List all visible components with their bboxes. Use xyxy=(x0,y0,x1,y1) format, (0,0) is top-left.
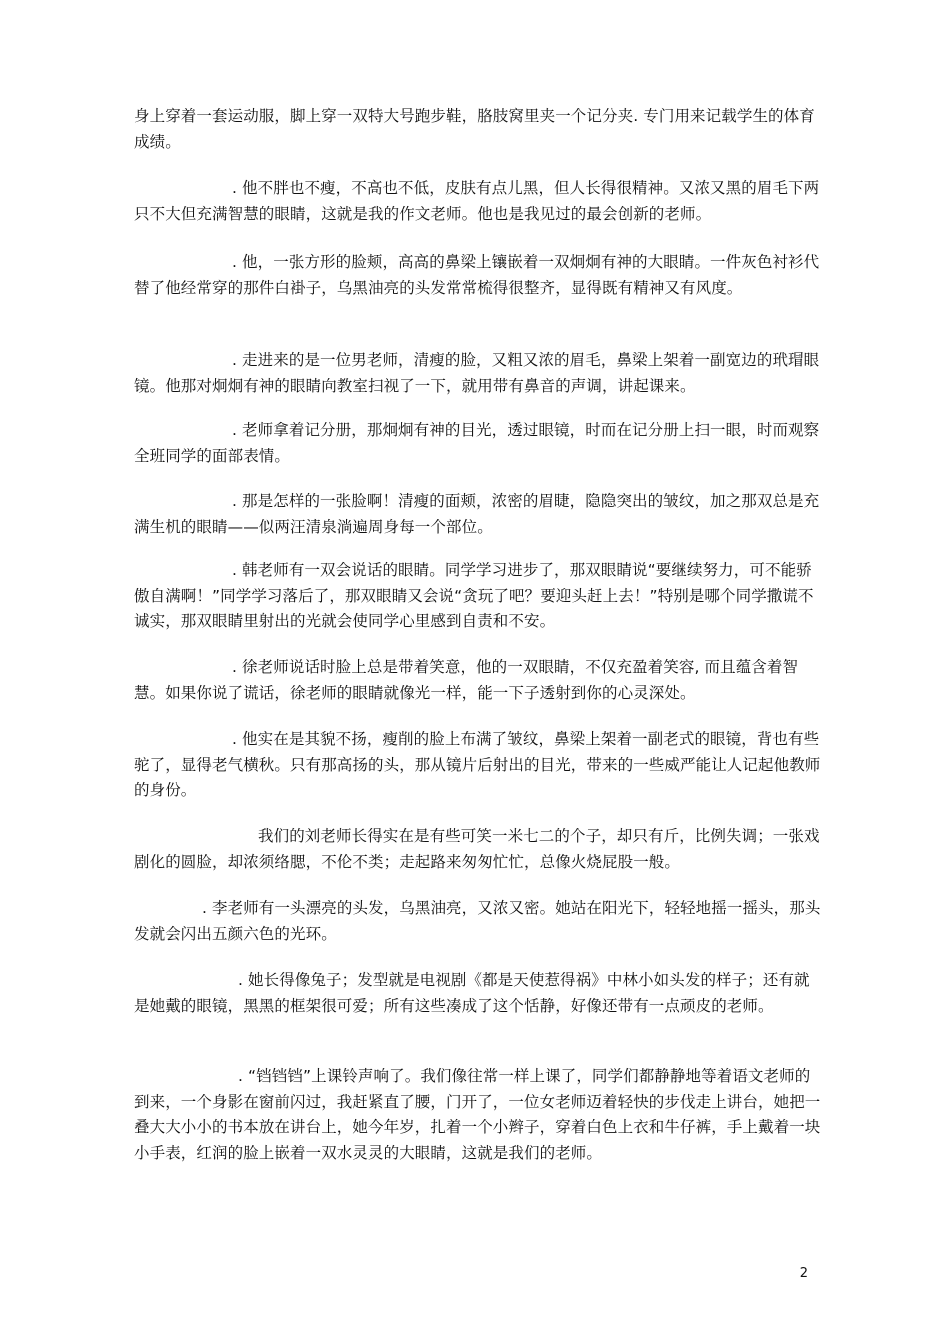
paragraph-4: . 走进来的是一位男老师，清瘦的脸，又粗又浓的眉毛，鼻梁上架着一副宽边的玳瑁眼镜。他那对炯炯有神的眼睛向教室扫视了一下，就用带有鼻音的声调，讲起课来。 xyxy=(134,351,820,395)
page-number: 2 xyxy=(799,1266,808,1281)
paragraph-11: . 李老师有一头漂亮的头发，乌黑油亮，又浓又密。她站在阳光下，轻轻地摇一摇头，那头发就会闪出五颜六色的光环。 xyxy=(134,899,821,943)
paragraph-2: . 他不胖也不瘦，不高也不低，皮肤有点儿黑，但人长得很精神。又浓又黑的眉毛下两只不大但充满智慧的眼睛，这就是我的作文老师。他也是我见过的最会创新的老师。 xyxy=(134,179,820,223)
paragraph-9: . 他实在是其貌不扬，瘦削的脸上布满了皱纹，鼻梁上架着一副老式的眼镜，背也有些驼了，显得老气横秋。只有那高扬的头，那从镜片后射出的目光，带来的一些威严能让人记起他教师的身份。 xyxy=(134,730,821,799)
paragraph-1: 身上穿着一套运动服，脚上穿一双特大号跑步鞋，胳肢窝里夹一个记分夹. 专门用来记载学生的体育成绩。 xyxy=(134,107,815,151)
paragraph-5: . 老师拿着记分册，那炯炯有神的目光，透过眼镜，时而在记分册上扫一眼，时而观察全班同学的面部表情。 xyxy=(134,421,820,465)
paragraph-3: . 他，一张方形的脸颊，高高的鼻梁上镶嵌着一双炯炯有神的大眼睛。一件灰色衬衫代替了他经常穿的那件白褂子，乌黑油亮的头发常常梳得很整齐，显得既有精神又有风度。 xyxy=(134,253,820,297)
paragraph-12: . 她长得像兔子；发型就是电视剧《都是天使惹得祸》中林小如头发的样子；还有就是她戴的眼镜，黑黑的框架很可爱；所有这些凑成了这个恬静，好像还带有一点顽皮的老师。 xyxy=(134,971,810,1015)
paragraph-10: 我们的刘老师长得实在是有些可笑一米七二的个子，却只有斤，比例失调；一张戏剧化的圆脸，却浓须络腮，不伦不类；走起路来匆匆忙忙，总像火烧屁股一般。 xyxy=(134,827,820,871)
paragraph-13: . “铛铛铛”上课铃声响了。我们像往常一样上课了，同学们都静静地等着语文老师的到来，一个身影在窗前闪过，我赶紧直了腰，门开了，一位女老师迈着轻快的步伐走上讲台，她把一叠大大小小的书本放在讲台上，她今年岁，扎着一个小辫子，穿着白色上衣和牛仔裤，手上戴着一块小手表，红润的脸上嵌着一双水灵灵的大眼睛，这就是我们的老师。 xyxy=(134,1067,821,1162)
paragraph-6: . 那是怎样的一张脸啊！清瘦的面颊，浓密的眉睫，隐隐突出的皱纹，加之那双总是充满生机的眼睛——似两汪清泉淌遍周身每一个部位。 xyxy=(134,492,820,536)
paragraph-8: . 徐老师说话时脸上总是带着笑意，他的一双眼睛，不仅充盈着笑容, 而且蕴含着智慧。如果你说了谎话，徐老师的眼睛就像光一样，能一下子透射到你的心灵深处。 xyxy=(134,658,799,702)
paragraph-7: . 韩老师有一双会说话的眼睛。同学学习进步了，那双眼睛说“要继续努力，可不能骄傲自满啊！”同学学习落后了，那双眼睛又会说“贪玩了吧？要迎头赶上去！”特别是哪个同学撒谎不诚实，那双眼睛里射出的光就会使同学心里感到自责和不安。 xyxy=(134,561,814,630)
